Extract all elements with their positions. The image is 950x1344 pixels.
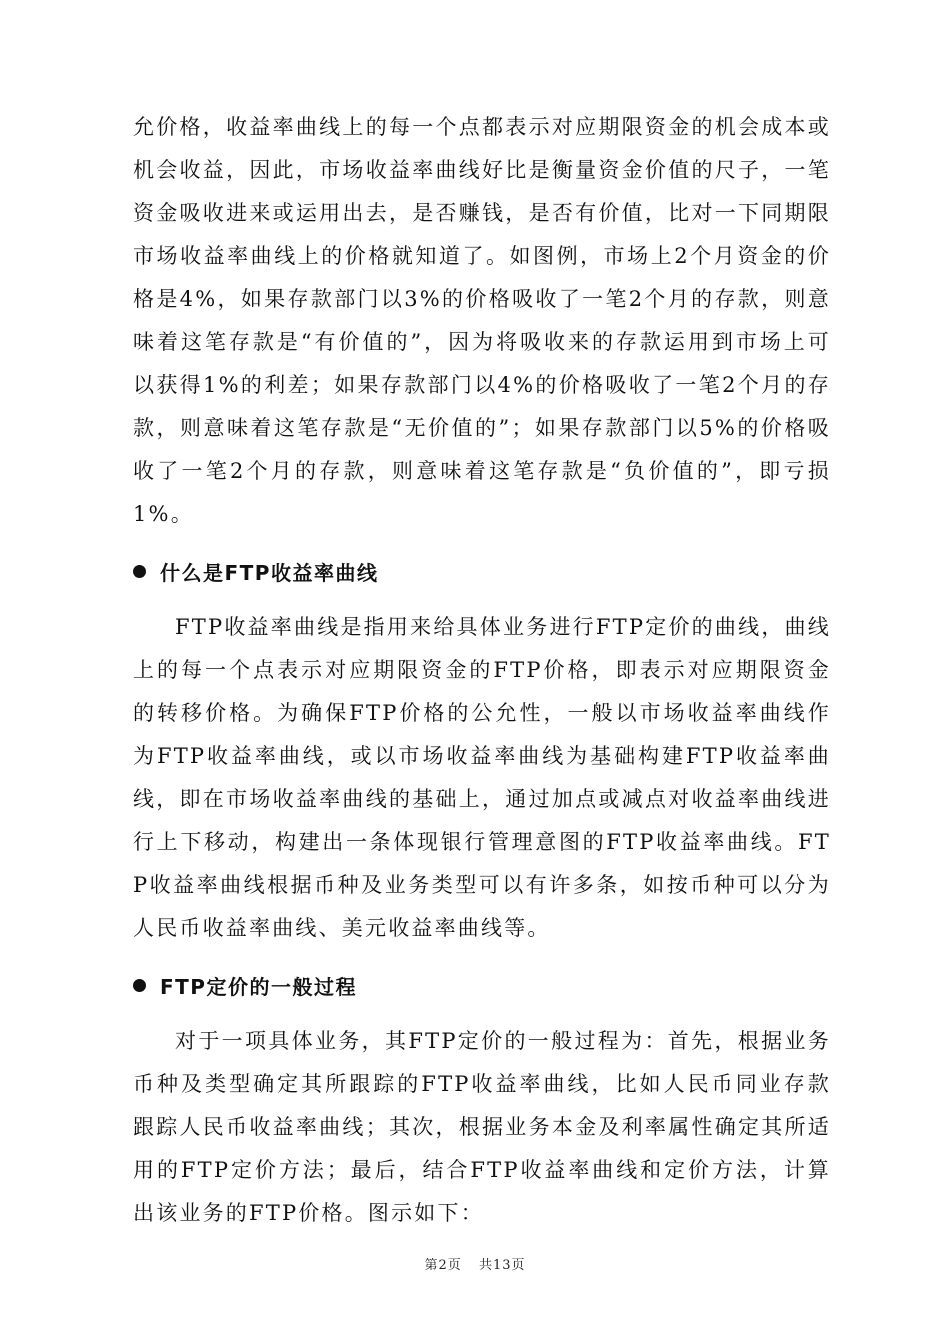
paragraph-yield-curve-value: 允价格，收益率曲线上的每一个点都表示对应期限资金的机会成本或机会收益，因此，市场收益率曲线好比是衡量资金价值的尺子，一笔资金吸收进来或运用出去，是否赚钱，是否有价值，比对一下同期限市场收益率曲线上的价格就知道了。如图例，市场上2个月资金的价格是4%，如果存款部门以3%的价格吸收了一笔2个月的存款，则意味着这笔存款是“有价值的”，因为将吸收来的存款运用到市场上可以获得1%的利差；如果存款部门以4%的价格吸收了一笔2个月的存款，则意味着这笔存款是“无价值的”；如果存款部门以5%的价格吸收了一笔2个月的存款，则意味着这笔存款是“负价值的”，即亏损1%。 — [133, 115, 831, 526]
paragraph-ftp-curve: FTP收益率曲线是指用来给具体业务进行FTP定价的曲线，曲线上的每一个点表示对应期限资金的FTP价格，即表示对应期限资金的转移价格。为确保FTP价格的公允性，一般以市场收益率曲线作为FTP收益率曲线，或以市场收益率曲线为基础构建FTP收益率曲线，即在市场收益率曲线的基础上，通过加点或减点对收益率曲线进行上下移动，构建出一条体现银行管理意图的FTP收益率曲线。FTP收益率曲线根据币种及业务类型可以有许多条，如按币种可以分为人民币收益率曲线、美元收益率曲线等。 — [133, 615, 831, 940]
heading-text: 什么是FTP收益率曲线 — [160, 560, 379, 585]
heading-text: FTP定价的一般过程 — [160, 974, 357, 999]
bullet-icon — [133, 979, 146, 992]
total-pages-label: 共13页 — [478, 1258, 526, 1273]
section-heading-ftp-curve — [133, 550, 831, 592]
page-content — [133, 106, 831, 1235]
section-heading-ftp-process — [133, 964, 831, 1006]
bullet-icon — [133, 565, 146, 578]
current-page-label: 第2页 — [424, 1258, 462, 1273]
paragraph-ftp-process: 对于一项具体业务，其FTP定价的一般过程为：首先，根据业务币种及类型确定其所跟踪的FTP收益率曲线，比如人民币同业存款跟踪人民币收益率曲线；其次，根据业务本金及利率属性确定其所适用的FTP定价方法；最后，结合FTP收益率曲线和定价方法，计算出该业务的FTP价格。图示如下： — [133, 1029, 831, 1225]
page-footer — [0, 1254, 950, 1273]
